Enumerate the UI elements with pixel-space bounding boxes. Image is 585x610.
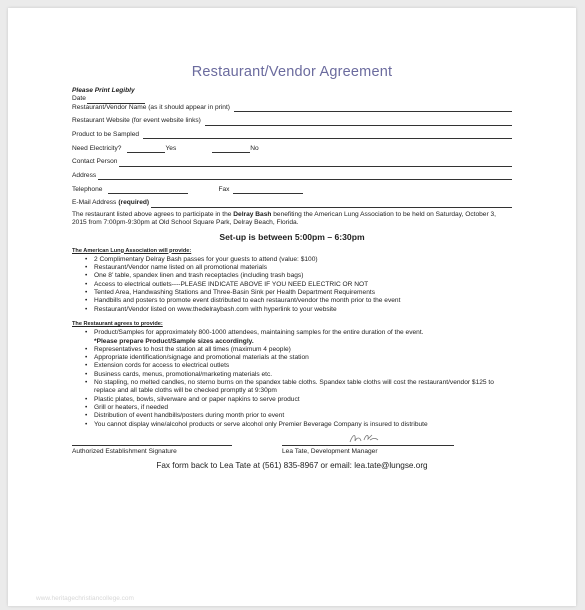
ala-heading: The American Lung Association will provide:	[72, 247, 192, 254]
email-row	[72, 199, 512, 207]
restaurant-list	[72, 329, 512, 429]
email-field[interactable]	[151, 201, 512, 208]
ala-list	[72, 256, 512, 314]
list-item-note: *Please prepare Product/Sample sizes accordingly.	[94, 337, 254, 345]
list-item: • One 8’ table, spandex linen and trash receptacles (including trash bags)	[94, 272, 512, 280]
list-item: • Access to electrical outlets----PLEASE INDICATE ABOVE IF YOU NEED ELECTRIC OR NOT	[94, 281, 512, 289]
contact-field[interactable]	[119, 160, 512, 167]
intro-text: The restaurant listed above agrees to participate in the	[72, 210, 234, 218]
website-label: Restaurant Website (for event website links)	[72, 117, 201, 125]
list-item: • Business cards, menus, promotional/marketing materials etc.	[94, 371, 512, 379]
list-item: • Representatives to host the station at all times (maximum 4 people)	[94, 346, 512, 354]
watermark: www.heritagechristiancollege.com	[36, 595, 134, 602]
electricity-no-field[interactable]	[212, 146, 250, 153]
vendor-name-row	[72, 104, 512, 112]
product-label: Product to be Sampled	[72, 130, 140, 138]
list-item: • Product/Samples for approximately 800-1000 attendees, maintaining samples for the entire duration of the event.	[94, 329, 512, 337]
date-label: Date	[72, 95, 86, 103]
event-name: Delray Bash	[233, 210, 272, 218]
list-item: • Appropriate identification/signage and promotional materials at the station	[94, 354, 512, 362]
list-item: • No stapling, no melted candles, no sterno burns on the spandex table cloths. Spandex table cloths will cost the restaurant/vendor $125 to replace and all table cloths will be checked promptly at 9:30pm	[94, 379, 512, 396]
establishment-signature-line[interactable]	[72, 445, 232, 446]
intro-paragraph	[72, 211, 512, 228]
telephone-field[interactable]	[108, 187, 188, 194]
address-row	[72, 172, 512, 180]
list-item: • You cannot display wine/alcohol products or serve alcohol only Premier Beverage Company is insured to distribute	[94, 421, 512, 429]
list-item: • Restaurant/Vendor name listed on all promotional materials	[94, 264, 512, 272]
list-item: • Grill or heaters, if needed	[94, 404, 512, 412]
telephone-label: Telephone	[72, 185, 103, 193]
list-item: • Tented Area, Handwashing Stations and Three-Basin Sink per Health Department Requirements	[94, 289, 512, 297]
date-field[interactable]	[87, 97, 145, 104]
form-body	[72, 87, 512, 470]
fax-label: Fax	[218, 185, 230, 193]
contact-row	[72, 158, 512, 166]
address-field[interactable]	[98, 173, 512, 180]
electricity-yes-field[interactable]	[127, 146, 165, 153]
document-title: Restaurant/Vendor Agreement	[191, 64, 393, 80]
list-item: • Distribution of event handbills/posters during month prior to event	[94, 412, 512, 420]
phone-row	[72, 186, 512, 194]
print-note: Please Print Legibly	[72, 87, 135, 94]
electricity-row	[72, 145, 512, 153]
signature-section	[72, 435, 512, 461]
manager-signature-line	[282, 445, 454, 446]
intro-text-end: benefiting the American Lung Association to be held on Saturday, October 3, 2015 from 7:00pm-9:30pm at Old School Square Park, Delray Beach, Florida.	[72, 210, 496, 226]
fax-field[interactable]	[233, 187, 303, 194]
product-field[interactable]	[143, 132, 512, 139]
list-item: • Restaurant/Vendor listed on www.thedelraybash.com with hyperlink to your website	[94, 306, 512, 314]
email-required-note: (required)	[118, 199, 150, 207]
electricity-yes-label: Yes	[165, 144, 177, 152]
list-item: • Handbills and posters to promote event distributed to each restaurant/vendor the month prior to the event	[94, 297, 512, 305]
list-item: • Plastic plates, bowls, silverware and or paper napkins to serve product	[94, 396, 512, 404]
manager-signature-label: Lea Tate, Development Manager	[282, 447, 378, 455]
website-row	[72, 117, 512, 125]
product-row	[72, 131, 512, 139]
list-item: • Extension cords for access to electrical outlets	[94, 362, 512, 370]
email-label: E-Mail Address	[72, 199, 117, 207]
handwritten-signature	[348, 431, 380, 445]
document-page	[8, 8, 576, 606]
establishment-signature-label: Authorized Establishment Signature	[72, 447, 177, 455]
address-label: Address	[72, 172, 97, 180]
restaurant-heading: The Restaurant agrees to provide:	[72, 320, 163, 327]
setup-time: Set-up is between 5:00pm – 6:30pm	[219, 232, 365, 243]
contact-label: Contact Person	[72, 158, 118, 166]
date-row	[72, 95, 512, 103]
vendor-name-label: Restaurant/Vendor Name (as it should appear in print)	[72, 103, 230, 111]
vendor-name-field[interactable]	[234, 105, 512, 112]
electricity-label: Need Electricity?	[72, 144, 122, 152]
fax-instructions: Fax form back to Lea Tate at (561) 835-8967 or email: lea.tate@lungse.org	[156, 460, 428, 470]
website-field[interactable]	[205, 119, 512, 126]
electricity-no-label: No	[250, 144, 259, 152]
list-item: • 2 Complimentary Delray Bash passes for your guests to attend (value: $100)	[94, 256, 512, 264]
